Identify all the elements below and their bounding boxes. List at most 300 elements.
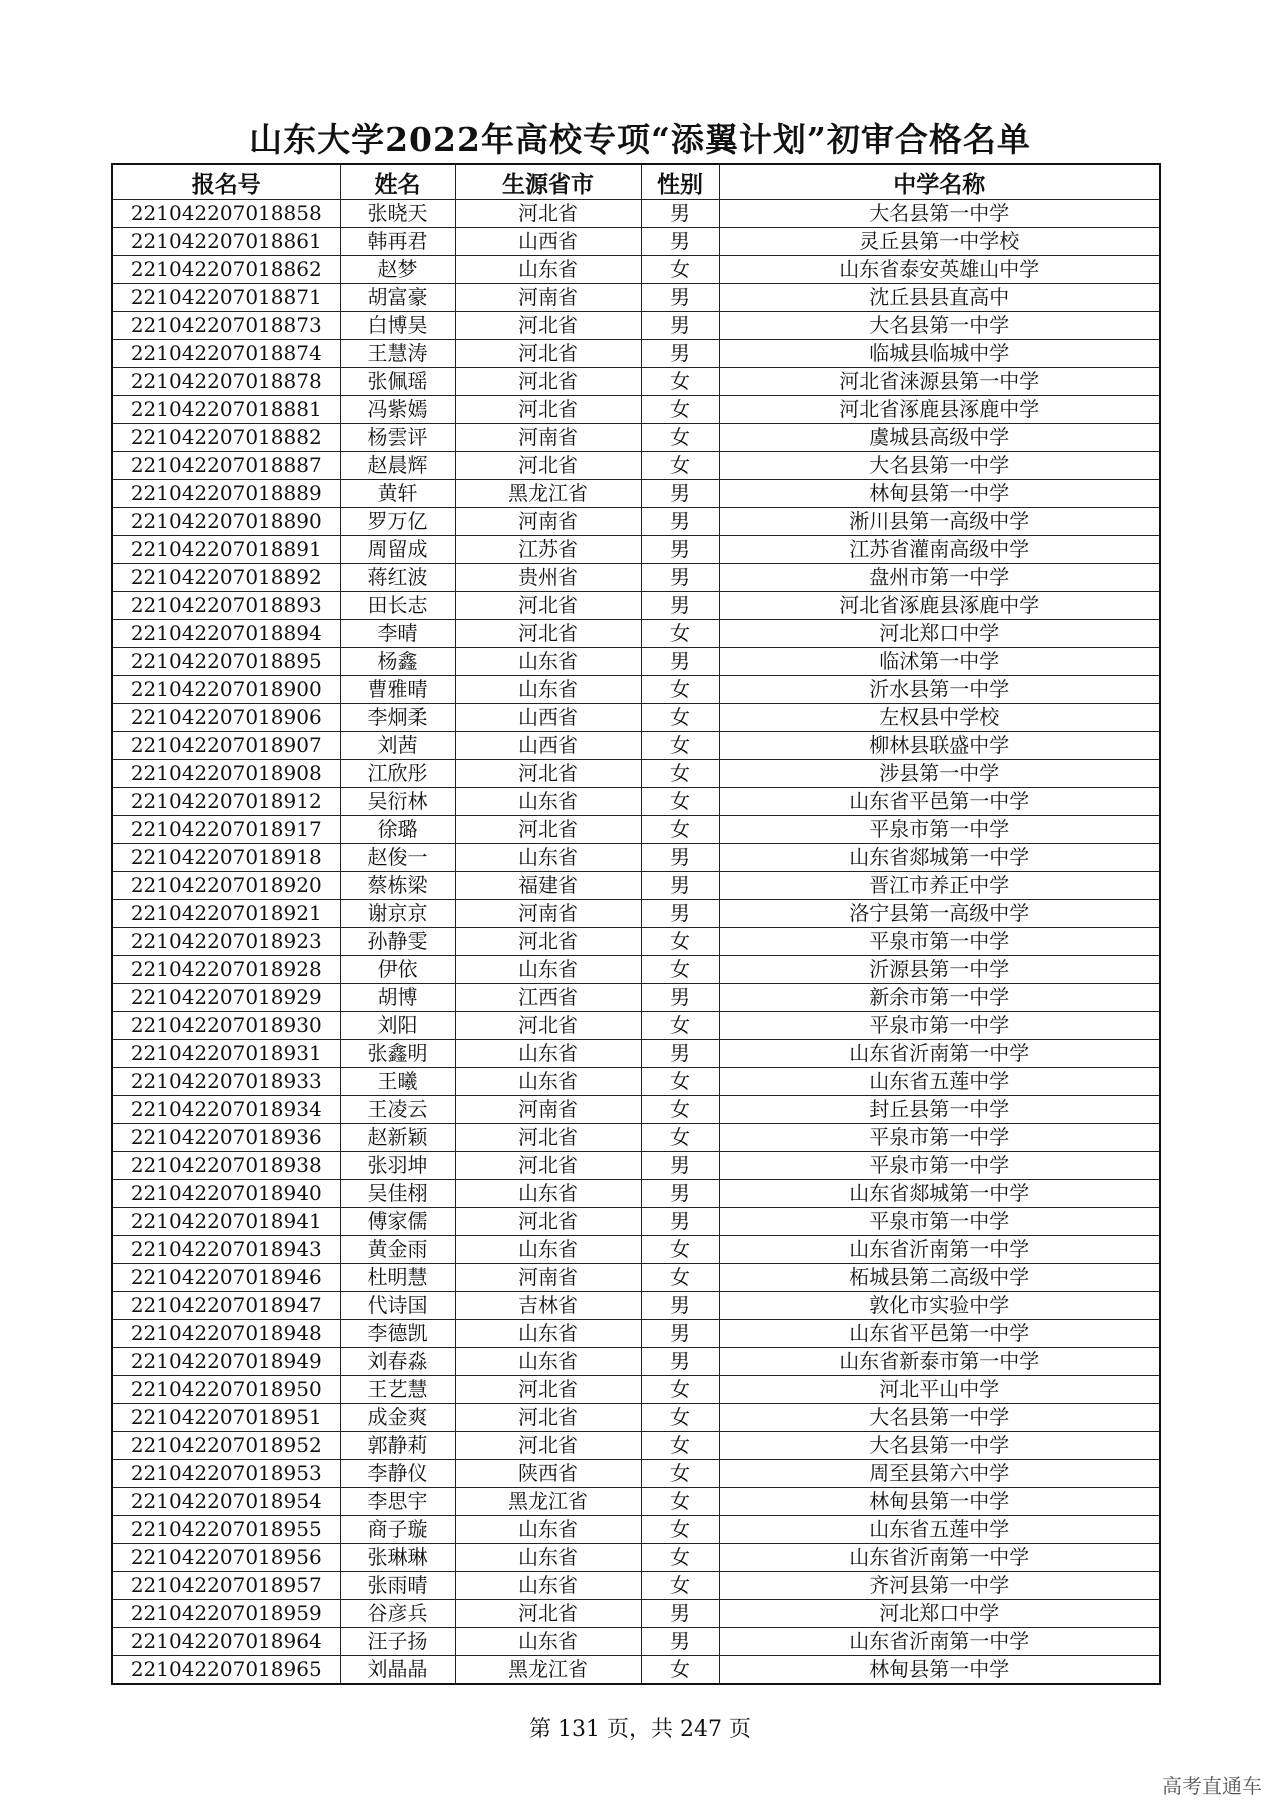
table-row [112, 1628, 1160, 1656]
cell-registration-no: 221042207018928 [112, 956, 340, 984]
cell-registration-no: 221042207018861 [112, 228, 340, 256]
cell-registration-no: 221042207018881 [112, 396, 340, 424]
cell-school: 大名县第一中学 [719, 1432, 1160, 1460]
cell-school: 河北郑口中学 [719, 1600, 1160, 1628]
cell-name: 赵晨辉 [340, 452, 455, 480]
cell-name: 刘阳 [340, 1012, 455, 1040]
cell-school: 河北省涞源县第一中学 [719, 368, 1160, 396]
cell-province: 黑龙江省 [455, 480, 641, 508]
cell-school: 临沭第一中学 [719, 648, 1160, 676]
cell-name: 张琳琳 [340, 1544, 455, 1572]
cell-name: 李静仪 [340, 1460, 455, 1488]
cell-name: 刘晶晶 [340, 1656, 455, 1685]
cell-gender: 女 [641, 788, 719, 816]
table-row [112, 872, 1160, 900]
cell-school: 盘州市第一中学 [719, 564, 1160, 592]
cell-gender: 女 [641, 1236, 719, 1264]
cell-province: 山东省 [455, 1068, 641, 1096]
cell-registration-no: 221042207018941 [112, 1208, 340, 1236]
cell-name: 蔡栋梁 [340, 872, 455, 900]
cell-province: 山东省 [455, 676, 641, 704]
cell-gender: 女 [641, 1404, 719, 1432]
cell-gender: 男 [641, 1600, 719, 1628]
page-title: 山东大学2022年高校专项“添翼计划”初审合格名单 [249, 120, 1031, 159]
cell-name: 王凌云 [340, 1096, 455, 1124]
cell-registration-no: 221042207018900 [112, 676, 340, 704]
cell-school: 左权县中学校 [719, 704, 1160, 732]
cell-gender: 男 [641, 844, 719, 872]
cell-name: 吴佳栩 [340, 1180, 455, 1208]
cell-province: 山东省 [455, 1180, 641, 1208]
cell-school: 林甸县第一中学 [719, 1656, 1160, 1685]
cell-school: 淅川县第一高级中学 [719, 508, 1160, 536]
cell-school: 敦化市实验中学 [719, 1292, 1160, 1320]
cell-province: 山东省 [455, 1572, 641, 1600]
cell-school: 涉县第一中学 [719, 760, 1160, 788]
cell-province: 河北省 [455, 816, 641, 844]
cell-gender: 女 [641, 256, 719, 284]
cell-school: 山东省郯城第一中学 [719, 1180, 1160, 1208]
cell-province: 河南省 [455, 424, 641, 452]
cell-gender: 女 [641, 368, 719, 396]
table-row [112, 340, 1160, 368]
cell-school: 山东省沂南第一中学 [719, 1040, 1160, 1068]
table-row [112, 1404, 1160, 1432]
cell-province: 河南省 [455, 1096, 641, 1124]
table-row [112, 1488, 1160, 1516]
cell-province: 江苏省 [455, 536, 641, 564]
cell-gender: 男 [641, 1628, 719, 1656]
cell-school: 周至县第六中学 [719, 1460, 1160, 1488]
cell-school: 江苏省灌南高级中学 [719, 536, 1160, 564]
cell-registration-no: 221042207018873 [112, 312, 340, 340]
cell-province: 山东省 [455, 844, 641, 872]
cell-gender: 女 [641, 1572, 719, 1600]
cell-province: 山东省 [455, 788, 641, 816]
cell-province: 河北省 [455, 312, 641, 340]
cell-province: 山东省 [455, 1348, 641, 1376]
cell-name: 蒋红波 [340, 564, 455, 592]
cell-gender: 女 [641, 1376, 719, 1404]
cell-school: 沈丘县县直高中 [719, 284, 1160, 312]
cell-name: 杜明慧 [340, 1264, 455, 1292]
cell-gender: 男 [641, 872, 719, 900]
cell-registration-no: 221042207018912 [112, 788, 340, 816]
cell-registration-no: 221042207018890 [112, 508, 340, 536]
cell-province: 河北省 [455, 452, 641, 480]
cell-gender: 女 [641, 1460, 719, 1488]
cell-province: 福建省 [455, 872, 641, 900]
cell-name: 汪子扬 [340, 1628, 455, 1656]
cell-name: 胡博 [340, 984, 455, 1012]
table-row [112, 704, 1160, 732]
cell-registration-no: 221042207018951 [112, 1404, 340, 1432]
cell-registration-no: 221042207018959 [112, 1600, 340, 1628]
cell-name: 张鑫明 [340, 1040, 455, 1068]
cell-registration-no: 221042207018871 [112, 284, 340, 312]
cell-registration-no: 221042207018957 [112, 1572, 340, 1600]
cell-school: 山东省沂南第一中学 [719, 1236, 1160, 1264]
cell-registration-no: 221042207018964 [112, 1628, 340, 1656]
cell-registration-no: 221042207018940 [112, 1180, 340, 1208]
table-row [112, 984, 1160, 1012]
table-row [112, 1180, 1160, 1208]
cell-gender: 男 [641, 1348, 719, 1376]
cell-registration-no: 221042207018930 [112, 1012, 340, 1040]
cell-school: 沂源县第一中学 [719, 956, 1160, 984]
cell-gender: 男 [641, 228, 719, 256]
cell-school: 封丘县第一中学 [719, 1096, 1160, 1124]
table-row [112, 760, 1160, 788]
cell-gender: 男 [641, 1040, 719, 1068]
cell-gender: 男 [641, 1180, 719, 1208]
cell-school: 柘城县第二高级中学 [719, 1264, 1160, 1292]
cell-registration-no: 221042207018895 [112, 648, 340, 676]
table-row [112, 508, 1160, 536]
cell-name: 张佩瑶 [340, 368, 455, 396]
cell-gender: 男 [641, 1208, 719, 1236]
table-row [112, 424, 1160, 452]
cell-gender: 男 [641, 564, 719, 592]
cell-school: 山东省郯城第一中学 [719, 844, 1160, 872]
cell-registration-no: 221042207018874 [112, 340, 340, 368]
cell-name: 周留成 [340, 536, 455, 564]
cell-province: 河北省 [455, 1124, 641, 1152]
cell-gender: 女 [641, 1432, 719, 1460]
cell-name: 刘春淼 [340, 1348, 455, 1376]
cell-gender: 女 [641, 620, 719, 648]
column-header-name: 姓名 [340, 164, 455, 200]
roster-table [111, 163, 1161, 1685]
cell-name: 韩再君 [340, 228, 455, 256]
cell-registration-no: 221042207018950 [112, 1376, 340, 1404]
cell-province: 吉林省 [455, 1292, 641, 1320]
cell-registration-no: 221042207018938 [112, 1152, 340, 1180]
cell-gender: 女 [641, 1124, 719, 1152]
table-row [112, 1544, 1160, 1572]
cell-province: 河南省 [455, 1264, 641, 1292]
cell-name: 代诗国 [340, 1292, 455, 1320]
cell-gender: 男 [641, 480, 719, 508]
table-row [112, 732, 1160, 760]
table-row [112, 1012, 1160, 1040]
cell-name: 孙静雯 [340, 928, 455, 956]
cell-name: 成金爽 [340, 1404, 455, 1432]
cell-registration-no: 221042207018878 [112, 368, 340, 396]
cell-school: 灵丘县第一中学校 [719, 228, 1160, 256]
cell-registration-no: 221042207018947 [112, 1292, 340, 1320]
table-row [112, 1068, 1160, 1096]
cell-registration-no: 221042207018953 [112, 1460, 340, 1488]
cell-province: 山东省 [455, 256, 641, 284]
cell-province: 山东省 [455, 1040, 641, 1068]
cell-name: 张雨晴 [340, 1572, 455, 1600]
cell-name: 杨鑫 [340, 648, 455, 676]
cell-name: 李晴 [340, 620, 455, 648]
cell-school: 林甸县第一中学 [719, 480, 1160, 508]
cell-province: 陕西省 [455, 1460, 641, 1488]
cell-registration-no: 221042207018889 [112, 480, 340, 508]
cell-province: 河南省 [455, 508, 641, 536]
cell-gender: 女 [641, 1096, 719, 1124]
cell-registration-no: 221042207018936 [112, 1124, 340, 1152]
table-body [112, 200, 1160, 1685]
cell-province: 河北省 [455, 1012, 641, 1040]
cell-province: 河北省 [455, 340, 641, 368]
cell-province: 河北省 [455, 928, 641, 956]
table-row [112, 1096, 1160, 1124]
cell-school: 虞城县高级中学 [719, 424, 1160, 452]
cell-school: 晋江市养正中学 [719, 872, 1160, 900]
table-row [112, 1572, 1160, 1600]
cell-school: 山东省沂南第一中学 [719, 1628, 1160, 1656]
cell-registration-no: 221042207018933 [112, 1068, 340, 1096]
cell-province: 河北省 [455, 1432, 641, 1460]
cell-province: 河北省 [455, 1152, 641, 1180]
cell-school: 洛宁县第一高级中学 [719, 900, 1160, 928]
cell-name: 黄轩 [340, 480, 455, 508]
cell-name: 杨雲评 [340, 424, 455, 452]
column-header-registration-no: 报名号 [112, 164, 340, 200]
table-row [112, 1432, 1160, 1460]
table-row [112, 1236, 1160, 1264]
cell-province: 山西省 [455, 732, 641, 760]
cell-school: 河北省涿鹿县涿鹿中学 [719, 396, 1160, 424]
cell-name: 张晓天 [340, 200, 455, 228]
cell-school: 平泉市第一中学 [719, 1012, 1160, 1040]
cell-registration-no: 221042207018894 [112, 620, 340, 648]
table-row [112, 228, 1160, 256]
cell-registration-no: 221042207018918 [112, 844, 340, 872]
table-row [112, 480, 1160, 508]
cell-registration-no: 221042207018948 [112, 1320, 340, 1348]
cell-school: 大名县第一中学 [719, 1404, 1160, 1432]
table-row [112, 1460, 1160, 1488]
cell-registration-no: 221042207018954 [112, 1488, 340, 1516]
cell-school: 沂水县第一中学 [719, 676, 1160, 704]
cell-registration-no: 221042207018943 [112, 1236, 340, 1264]
cell-gender: 女 [641, 704, 719, 732]
cell-name: 冯紫嫣 [340, 396, 455, 424]
table-row [112, 452, 1160, 480]
table-row [112, 1516, 1160, 1544]
table-row [112, 396, 1160, 424]
cell-province: 贵州省 [455, 564, 641, 592]
table-row [112, 1124, 1160, 1152]
cell-name: 徐璐 [340, 816, 455, 844]
cell-province: 河北省 [455, 200, 641, 228]
table-row [112, 1348, 1160, 1376]
cell-province: 山东省 [455, 1516, 641, 1544]
cell-school: 齐河县第一中学 [719, 1572, 1160, 1600]
cell-name: 吴衍林 [340, 788, 455, 816]
cell-gender: 男 [641, 1152, 719, 1180]
cell-province: 黑龙江省 [455, 1656, 641, 1685]
cell-province: 河北省 [455, 620, 641, 648]
cell-province: 河南省 [455, 284, 641, 312]
cell-province: 山东省 [455, 1628, 641, 1656]
cell-gender: 女 [641, 1488, 719, 1516]
cell-province: 山东省 [455, 1236, 641, 1264]
cell-school: 大名县第一中学 [719, 312, 1160, 340]
cell-gender: 男 [641, 284, 719, 312]
cell-registration-no: 221042207018946 [112, 1264, 340, 1292]
cell-gender: 女 [641, 1068, 719, 1096]
cell-province: 河北省 [455, 760, 641, 788]
cell-gender: 男 [641, 508, 719, 536]
cell-school: 山东省五莲中学 [719, 1516, 1160, 1544]
cell-province: 山西省 [455, 704, 641, 732]
cell-gender: 女 [641, 956, 719, 984]
table-row [112, 648, 1160, 676]
cell-gender: 男 [641, 1292, 719, 1320]
cell-name: 白博昊 [340, 312, 455, 340]
cell-registration-no: 221042207018917 [112, 816, 340, 844]
cell-gender: 男 [641, 200, 719, 228]
cell-province: 河北省 [455, 1376, 641, 1404]
cell-name: 王慧涛 [340, 340, 455, 368]
cell-name: 刘茜 [340, 732, 455, 760]
cell-school: 大名县第一中学 [719, 452, 1160, 480]
column-header-school: 中学名称 [719, 164, 1160, 200]
table-row [112, 368, 1160, 396]
cell-province: 河北省 [455, 1600, 641, 1628]
table-row [112, 1376, 1160, 1404]
cell-school: 河北平山中学 [719, 1376, 1160, 1404]
cell-school: 新余市第一中学 [719, 984, 1160, 1012]
cell-registration-no: 221042207018921 [112, 900, 340, 928]
cell-province: 黑龙江省 [455, 1488, 641, 1516]
cell-gender: 女 [641, 1516, 719, 1544]
table-row [112, 676, 1160, 704]
cell-gender: 女 [641, 760, 719, 788]
cell-province: 山东省 [455, 648, 641, 676]
column-header-province: 生源省市 [455, 164, 641, 200]
cell-name: 江欣彤 [340, 760, 455, 788]
cell-gender: 女 [641, 1656, 719, 1685]
cell-school: 柳林县联盛中学 [719, 732, 1160, 760]
table-row [112, 312, 1160, 340]
cell-gender: 男 [641, 340, 719, 368]
table-row [112, 1040, 1160, 1068]
cell-name: 谷彦兵 [340, 1600, 455, 1628]
cell-registration-no: 221042207018949 [112, 1348, 340, 1376]
table-row [112, 620, 1160, 648]
cell-name: 李炯柔 [340, 704, 455, 732]
table-row [112, 1208, 1160, 1236]
cell-name: 谢京京 [340, 900, 455, 928]
cell-name: 商子璇 [340, 1516, 455, 1544]
cell-registration-no: 221042207018952 [112, 1432, 340, 1460]
table-row [112, 200, 1160, 228]
cell-registration-no: 221042207018923 [112, 928, 340, 956]
cell-name: 李德凯 [340, 1320, 455, 1348]
cell-name: 黄金雨 [340, 1236, 455, 1264]
cell-gender: 男 [641, 984, 719, 1012]
cell-school: 林甸县第一中学 [719, 1488, 1160, 1516]
cell-gender: 女 [641, 732, 719, 760]
cell-province: 江西省 [455, 984, 641, 1012]
table-row [112, 284, 1160, 312]
cell-name: 王曦 [340, 1068, 455, 1096]
cell-name: 伊依 [340, 956, 455, 984]
cell-name: 傅家儒 [340, 1208, 455, 1236]
table-row [112, 788, 1160, 816]
cell-registration-no: 221042207018882 [112, 424, 340, 452]
cell-name: 张羽坤 [340, 1152, 455, 1180]
column-header-gender: 性别 [641, 164, 719, 200]
cell-registration-no: 221042207018908 [112, 760, 340, 788]
cell-gender: 男 [641, 648, 719, 676]
cell-registration-no: 221042207018906 [112, 704, 340, 732]
table-row [112, 592, 1160, 620]
table-row [112, 256, 1160, 284]
cell-name: 赵梦 [340, 256, 455, 284]
cell-registration-no: 221042207018858 [112, 200, 340, 228]
watermark: 高考直通车 [1162, 1774, 1262, 1798]
cell-registration-no: 221042207018862 [112, 256, 340, 284]
cell-school: 山东省沂南第一中学 [719, 1544, 1160, 1572]
cell-school: 平泉市第一中学 [719, 1208, 1160, 1236]
cell-province: 山西省 [455, 228, 641, 256]
cell-province: 山东省 [455, 956, 641, 984]
cell-gender: 男 [641, 592, 719, 620]
cell-school: 山东省新泰市第一中学 [719, 1348, 1160, 1376]
cell-province: 山东省 [455, 1544, 641, 1572]
cell-school: 平泉市第一中学 [719, 1152, 1160, 1180]
cell-registration-no: 221042207018934 [112, 1096, 340, 1124]
cell-gender: 女 [641, 1544, 719, 1572]
cell-gender: 男 [641, 900, 719, 928]
table-row [112, 900, 1160, 928]
cell-registration-no: 221042207018891 [112, 536, 340, 564]
cell-gender: 女 [641, 1012, 719, 1040]
cell-school: 山东省泰安英雄山中学 [719, 256, 1160, 284]
cell-registration-no: 221042207018929 [112, 984, 340, 1012]
cell-province: 河北省 [455, 1208, 641, 1236]
cell-name: 李思宇 [340, 1488, 455, 1516]
cell-registration-no: 221042207018920 [112, 872, 340, 900]
table-row [112, 1264, 1160, 1292]
table-row [112, 1292, 1160, 1320]
table-row [112, 1600, 1160, 1628]
cell-gender: 男 [641, 536, 719, 564]
cell-gender: 女 [641, 452, 719, 480]
cell-gender: 男 [641, 312, 719, 340]
cell-school: 山东省五莲中学 [719, 1068, 1160, 1096]
cell-gender: 女 [641, 676, 719, 704]
cell-school: 河北省涿鹿县涿鹿中学 [719, 592, 1160, 620]
cell-registration-no: 221042207018965 [112, 1656, 340, 1685]
cell-registration-no: 221042207018956 [112, 1544, 340, 1572]
cell-school: 山东省平邑第一中学 [719, 1320, 1160, 1348]
cell-registration-no: 221042207018931 [112, 1040, 340, 1068]
table-header-row [112, 164, 1160, 200]
cell-school: 平泉市第一中学 [719, 1124, 1160, 1152]
page-number: 第 131 页，共 247 页 [529, 1717, 751, 1742]
cell-school: 山东省平邑第一中学 [719, 788, 1160, 816]
cell-gender: 男 [641, 1320, 719, 1348]
table-row [112, 956, 1160, 984]
cell-province: 河北省 [455, 1404, 641, 1432]
cell-school: 大名县第一中学 [719, 200, 1160, 228]
cell-province: 河北省 [455, 592, 641, 620]
cell-name: 田长志 [340, 592, 455, 620]
cell-gender: 女 [641, 816, 719, 844]
cell-gender: 女 [641, 928, 719, 956]
table-row [112, 564, 1160, 592]
cell-name: 罗万亿 [340, 508, 455, 536]
